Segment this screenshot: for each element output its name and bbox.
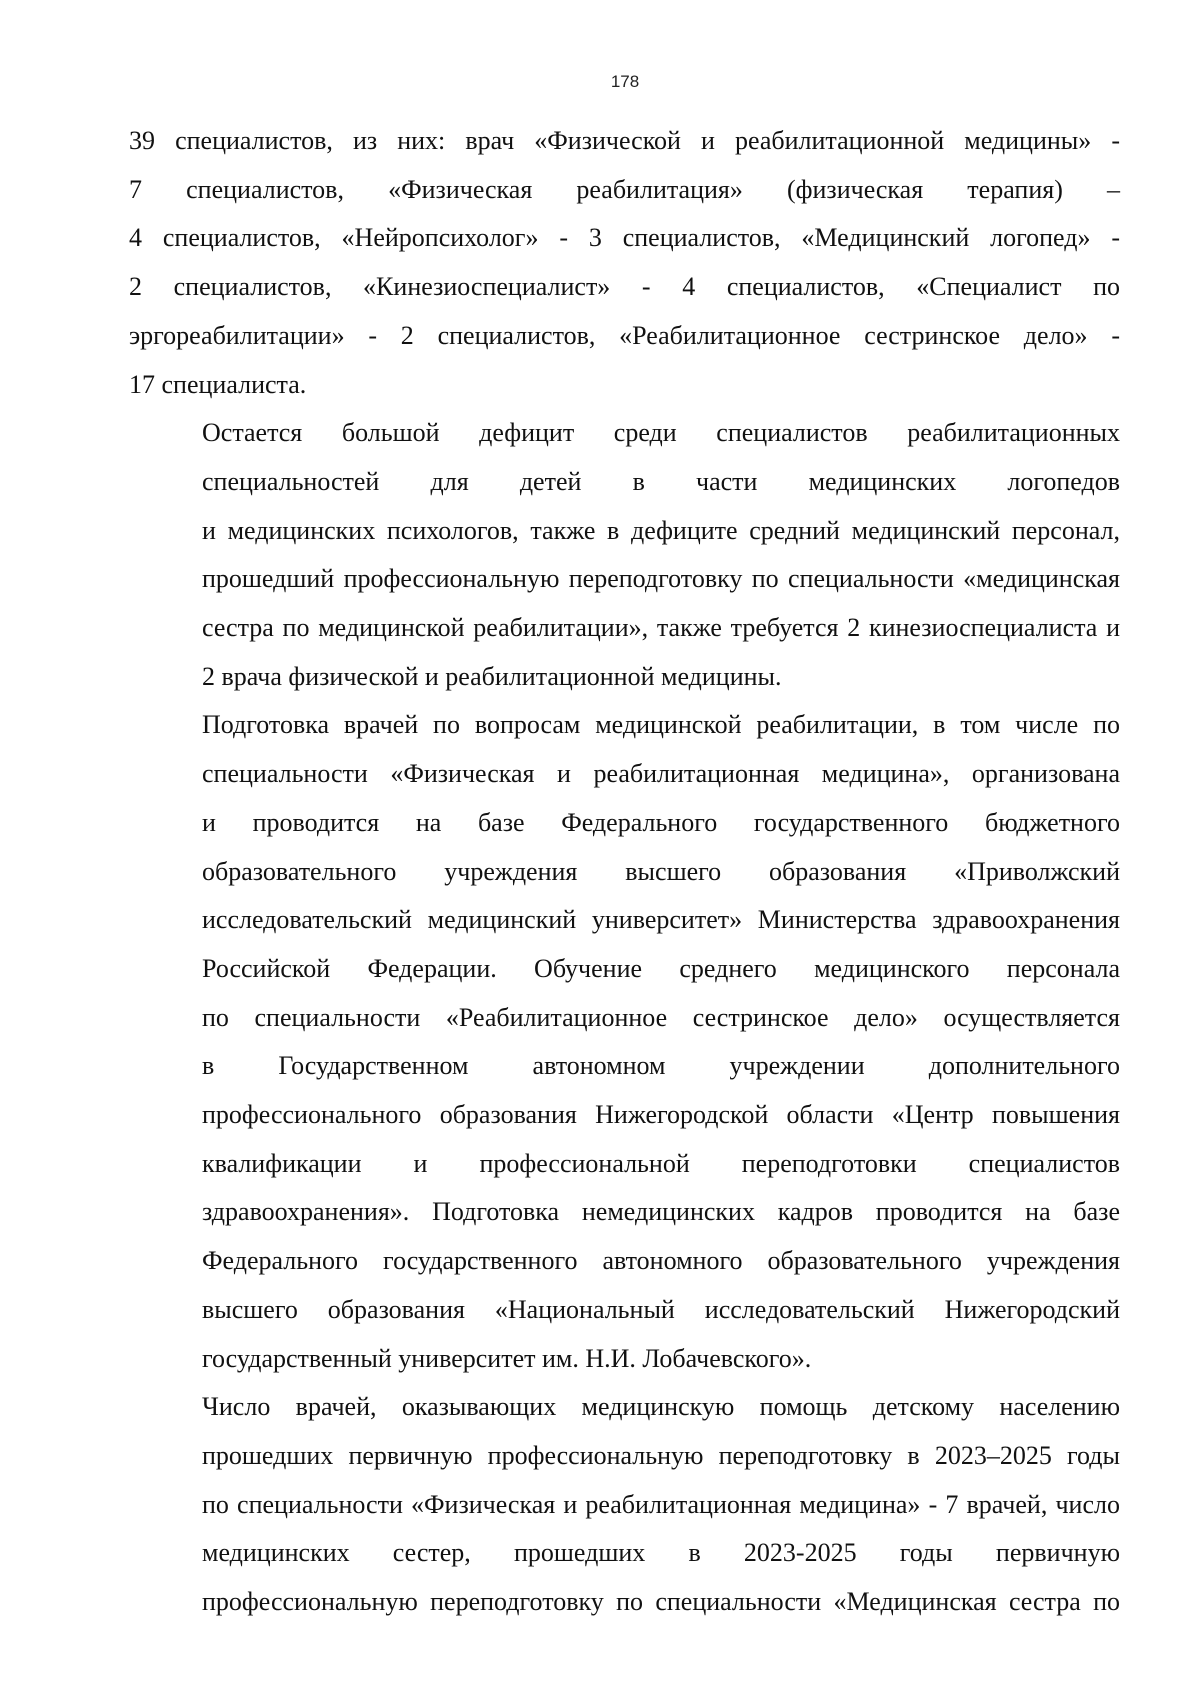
text-line: квалификации и профессиональной переподготовки специалистов xyxy=(202,1148,1120,1178)
paragraph xyxy=(129,409,1120,701)
text-line: 17 специалиста. xyxy=(129,369,307,399)
text-line: Федерального государственного автономного образовательного учреждения xyxy=(202,1246,1120,1276)
text-line: высшего образования «Национальный исследовательский Нижегородский xyxy=(202,1294,1120,1324)
text-line: 2 специалистов, «Кинезиоспециалист» - 4 специалистов, «Специалист по xyxy=(129,272,1120,302)
text-line: 39 специалистов, из них: врач «Физической и реабилитационной медицины» - xyxy=(129,126,1120,155)
text-line: здравоохранения». Подготовка немедицинских кадров проводится на базе xyxy=(202,1197,1120,1227)
text-line: специальности «Физическая и реабилитационная медицина», организована xyxy=(202,759,1120,789)
text-line: Число врачей, оказывающих медицинскую помощь детскому населению xyxy=(202,1392,1120,1422)
text-line: 2 врача физической и реабилитационной медицины. xyxy=(202,661,782,691)
paragraph xyxy=(129,1383,1120,1627)
text-line: и проводится на базе Федерального государственного бюджетного xyxy=(202,807,1120,837)
text-line: по специальности «Физическая и реабилитационная медицина» - 7 врачей, число xyxy=(202,1489,1120,1519)
text-line: профессионального образования Нижегородской области «Центр повышения xyxy=(202,1100,1120,1130)
text-line: сестра по медицинской реабилитации», также требуется 2 кинезиоспециалиста и xyxy=(202,613,1120,643)
text-line: и медицинских психологов, также в дефиците средний медицинский персонал, xyxy=(202,515,1120,545)
text-line: 7 специалистов, «Физическая реабилитация» (физическая терапия) – xyxy=(129,174,1120,204)
text-line: профессиональную переподготовку по специальности «Медицинская сестра по xyxy=(202,1587,1120,1617)
paragraph xyxy=(129,117,1120,409)
text-line: прошедший профессиональную переподготовку по специальности «медицинская xyxy=(202,564,1120,594)
text-line: Российской Федерации. Обучение среднего медицинского персонала xyxy=(202,953,1120,983)
text-line: государственный университет им. Н.И. Лобачевского». xyxy=(202,1343,812,1373)
text-line: 4 специалистов, «Нейропсихолог» - 3 специалистов, «Медицинский логопед» - xyxy=(129,223,1120,253)
text-line: эргореабилитации» - 2 специалистов, «Реабилитационное сестринское дело» - xyxy=(129,320,1120,350)
text-line: образовательного учреждения высшего образования «Приволжский xyxy=(202,856,1120,886)
text-line: Остается большой дефицит среди специалистов реабилитационных xyxy=(202,418,1120,448)
text-line: прошедших первичную профессиональную переподготовку в 2023–2025 годы xyxy=(202,1440,1120,1470)
document-body xyxy=(129,117,1120,1627)
text-line: в Государственном автономном учреждении дополнительного xyxy=(202,1051,1120,1081)
paragraph xyxy=(129,701,1120,1383)
text-line: медицинских сестер, прошедших в 2023-2025 годы первичную xyxy=(202,1538,1120,1568)
page-number: 178 xyxy=(610,72,640,91)
text-line: по специальности «Реабилитационное сестринское дело» осуществляется xyxy=(202,1002,1120,1032)
text-line: специальностей для детей в части медицинских логопедов xyxy=(202,466,1120,496)
text-line: исследовательский медицинский университет» Министерства здравоохранения xyxy=(202,905,1120,935)
text-line: Подготовка врачей по вопросам медицинской реабилитации, в том числе по xyxy=(202,710,1120,740)
